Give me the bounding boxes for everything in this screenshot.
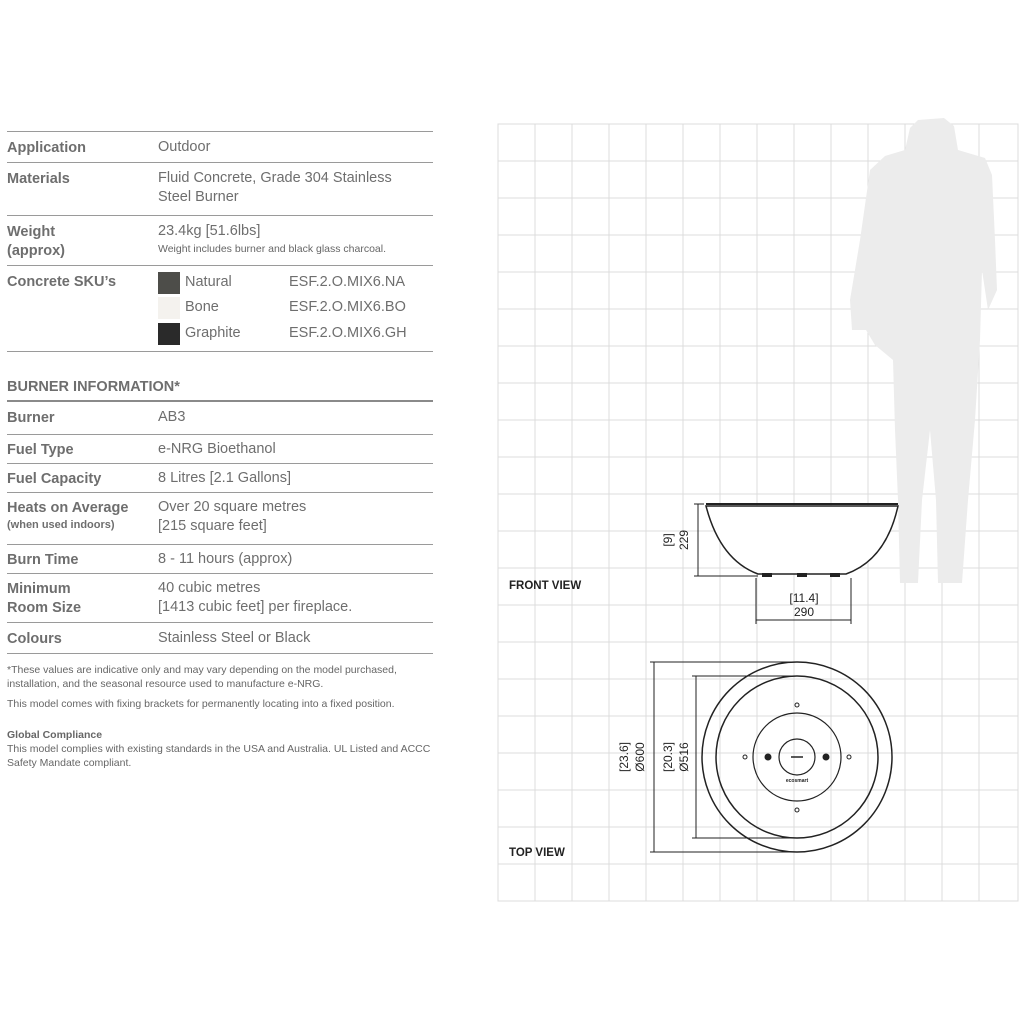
height-in: [9] — [661, 533, 675, 547]
base-in: [11.4] — [789, 591, 819, 605]
burner-label: Burner — [7, 410, 55, 426]
application-label: Application — [7, 140, 86, 156]
sku-name: Bone — [185, 299, 219, 315]
weight-label-line2: (approx) — [7, 243, 65, 259]
heats-value-line2: [215 square feet] — [158, 518, 267, 534]
inner-dia-in: [20.3] — [661, 741, 675, 773]
front-view-bowl — [706, 504, 898, 577]
burner-value: AB3 — [158, 409, 186, 425]
heats-label-main: Heats on Average — [7, 500, 129, 516]
sku-code: ESF.2.O.MIX6.BO — [289, 299, 406, 315]
room-size-value-line1: 40 cubic metres — [158, 580, 261, 596]
top-view-label: TOP VIEW — [509, 847, 565, 859]
colours-label: Colours — [7, 631, 62, 647]
sku-code: ESF.2.O.MIX6.NA — [289, 274, 406, 290]
inner-diameter-dimension — [692, 676, 797, 838]
weight-note: Weight includes burner and black glass charcoal. — [158, 243, 387, 255]
application-value: Outdoor — [158, 139, 211, 155]
weight-value: 23.4kg [51.6lbs] — [158, 223, 261, 239]
materials-label: Materials — [7, 171, 70, 187]
fuel-capacity-value: 8 Litres [2.1 Gallons] — [158, 470, 291, 486]
fuel-capacity-label: Fuel Capacity — [7, 471, 102, 487]
base-mm: 290 — [793, 605, 815, 619]
fuel-type-value: e-NRG Bioethanol — [158, 441, 276, 457]
burn-time-label: Burn Time — [7, 552, 79, 568]
height-mm: 229 — [677, 529, 691, 551]
compliance-text: This model complies with existing standards in the USA and Australia. UL Listed and ACCC Safety Mandate compliant. — [7, 743, 431, 769]
disclaimer-note: *These values are indicative only and may vary depending on the model purchased, installation, and the seasonal resource used to manufacture e-NRG. — [7, 664, 397, 690]
outer-dia-mm: Ø600 — [633, 742, 647, 772]
skus-label: Concrete SKU’s — [7, 274, 117, 290]
heats-value-line1: Over 20 square metres — [158, 499, 307, 515]
sku-code: ESF.2.O.MIX6.GH — [289, 325, 407, 341]
sku-name: Graphite — [185, 325, 241, 341]
room-size-label-line1: Minimum — [7, 581, 71, 597]
colours-value: Stainless Steel or Black — [158, 630, 311, 646]
brackets-note: This model comes with fixing brackets for permanently locating into a fixed position. — [7, 698, 395, 710]
materials-value: Fluid Concrete, Grade 304 Stainless Steel Burner — [158, 170, 392, 205]
top-view — [702, 662, 892, 852]
fuel-type-label: Fuel Type — [7, 442, 74, 458]
inner-dia-mm: Ø516 — [677, 742, 691, 772]
room-size-value-line2: [1413 cubic feet] per fireplace. — [158, 599, 353, 615]
heats-label-sub: (when used indoors) — [7, 519, 115, 531]
weight-label-line1: Weight — [7, 224, 56, 240]
outer-dia-in: [23.6] — [617, 741, 631, 773]
burn-time-value: 8 - 11 hours (approx) — [158, 551, 293, 567]
sku-name: Natural — [185, 274, 232, 290]
compliance-title: Global Compliance — [7, 729, 103, 741]
room-size-label-line2: Room Size — [7, 600, 82, 616]
front-view-label: FRONT VIEW — [509, 580, 582, 592]
logo-text: ecosmart — [785, 778, 809, 784]
burner-information-heading: BURNER INFORMATION* — [7, 379, 180, 395]
